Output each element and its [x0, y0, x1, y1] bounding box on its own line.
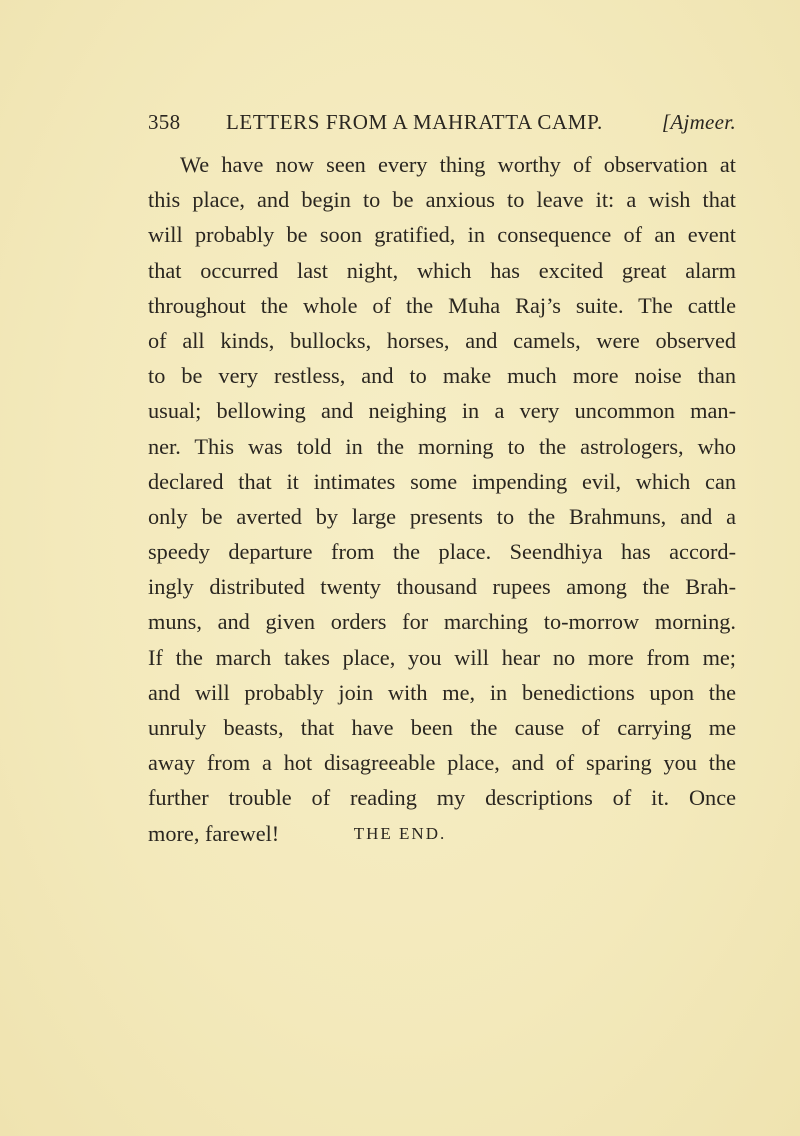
- text-line: muns, and given orders for marching to-morrow morning.: [148, 609, 736, 635]
- text-line: this place, and begin to be anxious to leave it: a wish that: [148, 187, 736, 213]
- text-line: speedy departure from the place. Seendhiya has accord-: [148, 539, 736, 565]
- text-line: to be very restless, and to make much more noise than: [148, 363, 736, 389]
- text-line: only be averted by large presents to the Brahmuns, and a: [148, 503, 736, 529]
- text-line: of all kinds, bullocks, horses, and camels, were observed: [148, 327, 736, 353]
- text-line: declared that it intimates some impending evil, which can: [148, 468, 736, 494]
- page-header: [148, 110, 736, 144]
- text-line: usual; bellowing and neighing in a very uncommon man-: [148, 398, 736, 424]
- text-line: away from a hot disagreeable place, and of sparing you the: [148, 750, 736, 776]
- text-line: that occurred last night, which has excited great alarm: [148, 257, 736, 283]
- text-line: throughout the whole of the Muha Raj’s suite. The cattle: [148, 292, 736, 318]
- text-line: ner. This was told in the morning to the astrologers, who: [148, 433, 736, 459]
- text-line: unruly beasts, that have been the cause of carrying me: [148, 715, 736, 740]
- section-name: [Ajmeer.: [661, 110, 736, 134]
- text-line: further trouble of reading my descriptions of it. Once: [148, 785, 736, 811]
- text-line: will probably be soon gratified, in consequence of an event: [148, 222, 736, 248]
- text-line: If the march takes place, you will hear no more from me;: [148, 644, 736, 670]
- text-line: more, farewel!: [148, 820, 280, 846]
- body-text: [148, 147, 736, 851]
- page-number: 358: [148, 110, 181, 134]
- text-line: and will probably join with me, in benedictions upon the: [148, 679, 736, 705]
- text-line: ingly distributed twenty thousand rupees among the Brah-: [148, 574, 736, 600]
- text-line: We have now seen every thing worthy of observation at: [180, 152, 736, 177]
- running-title: LETTERS FROM A MAHRATTA CAMP.: [226, 110, 603, 134]
- the-end-label: THE END.: [353, 824, 447, 843]
